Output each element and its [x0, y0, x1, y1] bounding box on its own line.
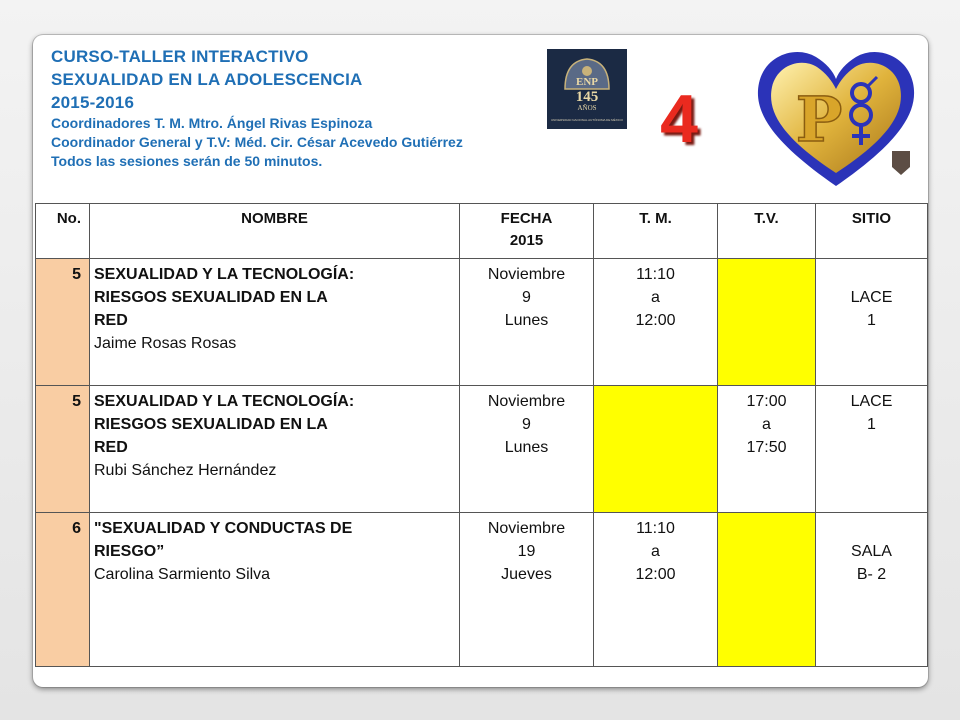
header-no: No. [36, 204, 90, 259]
session-title-line: RIESGO” [94, 543, 165, 560]
row-tv [718, 513, 816, 667]
session-title-line: RIESGOS SEXUALIDAD EN LA [94, 416, 328, 433]
tm-sep: a [651, 543, 660, 560]
row-name [90, 386, 460, 513]
tm-start: 11:10 [636, 520, 675, 537]
coordinators-line: Coordinadores T. M. Mtro. Ángel Rivas Espinoza [51, 115, 373, 131]
course-years: 2015-2016 [51, 93, 135, 112]
date-month: Noviembre [487, 393, 566, 410]
row-number: 5 [36, 259, 90, 386]
session-title-line: SEXUALIDAD Y LA TECNOLOGÍA: [94, 393, 355, 410]
site-name: LACE [850, 289, 893, 306]
heart-emblem-logo [751, 41, 921, 191]
header-nombre: NOMBRE [90, 204, 460, 259]
header-sitio: SITIO [816, 204, 928, 259]
course-header [51, 45, 463, 171]
enp-logo-number: 145 [575, 89, 599, 105]
site-name: SALA [851, 543, 892, 560]
row-date [460, 386, 594, 513]
header-tm: T. M. [594, 204, 718, 259]
session-number: 4 [660, 81, 698, 157]
row-date [460, 259, 594, 386]
session-note: Todos las sesiones serán de 50 minutos. [51, 153, 323, 169]
row-site [816, 513, 928, 667]
course-title: CURSO-TALLER INTERACTIVO [51, 47, 309, 66]
table-row [36, 513, 928, 667]
date-month: Noviembre [487, 520, 566, 537]
date-day: 9 [522, 416, 531, 433]
row-number: 5 [36, 386, 90, 513]
header-fecha-label: FECHA [500, 210, 553, 227]
session-title-line: "SEXUALIDAD Y CONDUCTAS DE [94, 520, 353, 537]
date-day: 19 [517, 543, 536, 560]
session-title-line: RED [94, 312, 128, 329]
tv-start: 17:00 [746, 393, 787, 410]
enp-logo-years: AÑOS [577, 104, 597, 112]
date-weekday: Lunes [504, 439, 549, 456]
table-row [36, 259, 928, 386]
header-fecha-year: 2015 [509, 232, 544, 249]
enp-logo [547, 49, 627, 129]
table-header-row [36, 204, 928, 259]
session-title-line: RED [94, 439, 128, 456]
site-number: 1 [867, 416, 876, 433]
date-day: 9 [522, 289, 531, 306]
date-month: Noviembre [487, 266, 566, 283]
row-name [90, 259, 460, 386]
header-fecha [460, 204, 594, 259]
tm-end: 12:00 [635, 312, 676, 329]
table-row [36, 386, 928, 513]
header-tv: T.V. [718, 204, 816, 259]
row-date [460, 513, 594, 667]
tv-end: 17:50 [746, 439, 787, 456]
session-title-line: SEXUALIDAD Y LA TECNOLOGÍA: [94, 266, 355, 283]
slide-card [33, 35, 928, 687]
date-weekday: Jueves [501, 566, 552, 583]
row-tm [594, 513, 718, 667]
tm-end: 12:00 [635, 566, 676, 583]
enp-logo-top: ENP [576, 76, 598, 88]
presenter-name: Rubi Sánchez Hernández [94, 462, 277, 479]
presenter-name: Jaime Rosas Rosas [94, 335, 237, 352]
tm-start: 11:10 [636, 266, 675, 283]
enp-logo-university: UNIVERSIDAD NACIONAL AUTÓNOMA DE MÉXICO [550, 118, 624, 122]
date-weekday: Lunes [504, 312, 549, 329]
row-site [816, 386, 928, 513]
row-tm [594, 386, 718, 513]
schedule-table [35, 203, 928, 667]
site-name: LACE [850, 393, 893, 410]
presenter-name: Carolina Sarmiento Silva [94, 566, 271, 583]
row-tm [594, 259, 718, 386]
general-coordinator-line: Coordinador General y T.V: Méd. Cir. César Acevedo Gutiérrez [51, 134, 463, 150]
tm-sep: a [651, 289, 660, 306]
row-tv [718, 386, 816, 513]
row-site [816, 259, 928, 386]
course-subtitle: SEXUALIDAD EN LA ADOLESCENCIA [51, 70, 363, 89]
row-number: 6 [36, 513, 90, 667]
row-tv [718, 259, 816, 386]
tv-sep: a [762, 416, 771, 433]
site-number: 1 [867, 312, 876, 329]
session-title-line: RIESGOS SEXUALIDAD EN LA [94, 289, 328, 306]
svg-text:P: P [795, 83, 843, 156]
site-number: B- 2 [856, 566, 887, 583]
row-name [90, 513, 460, 667]
